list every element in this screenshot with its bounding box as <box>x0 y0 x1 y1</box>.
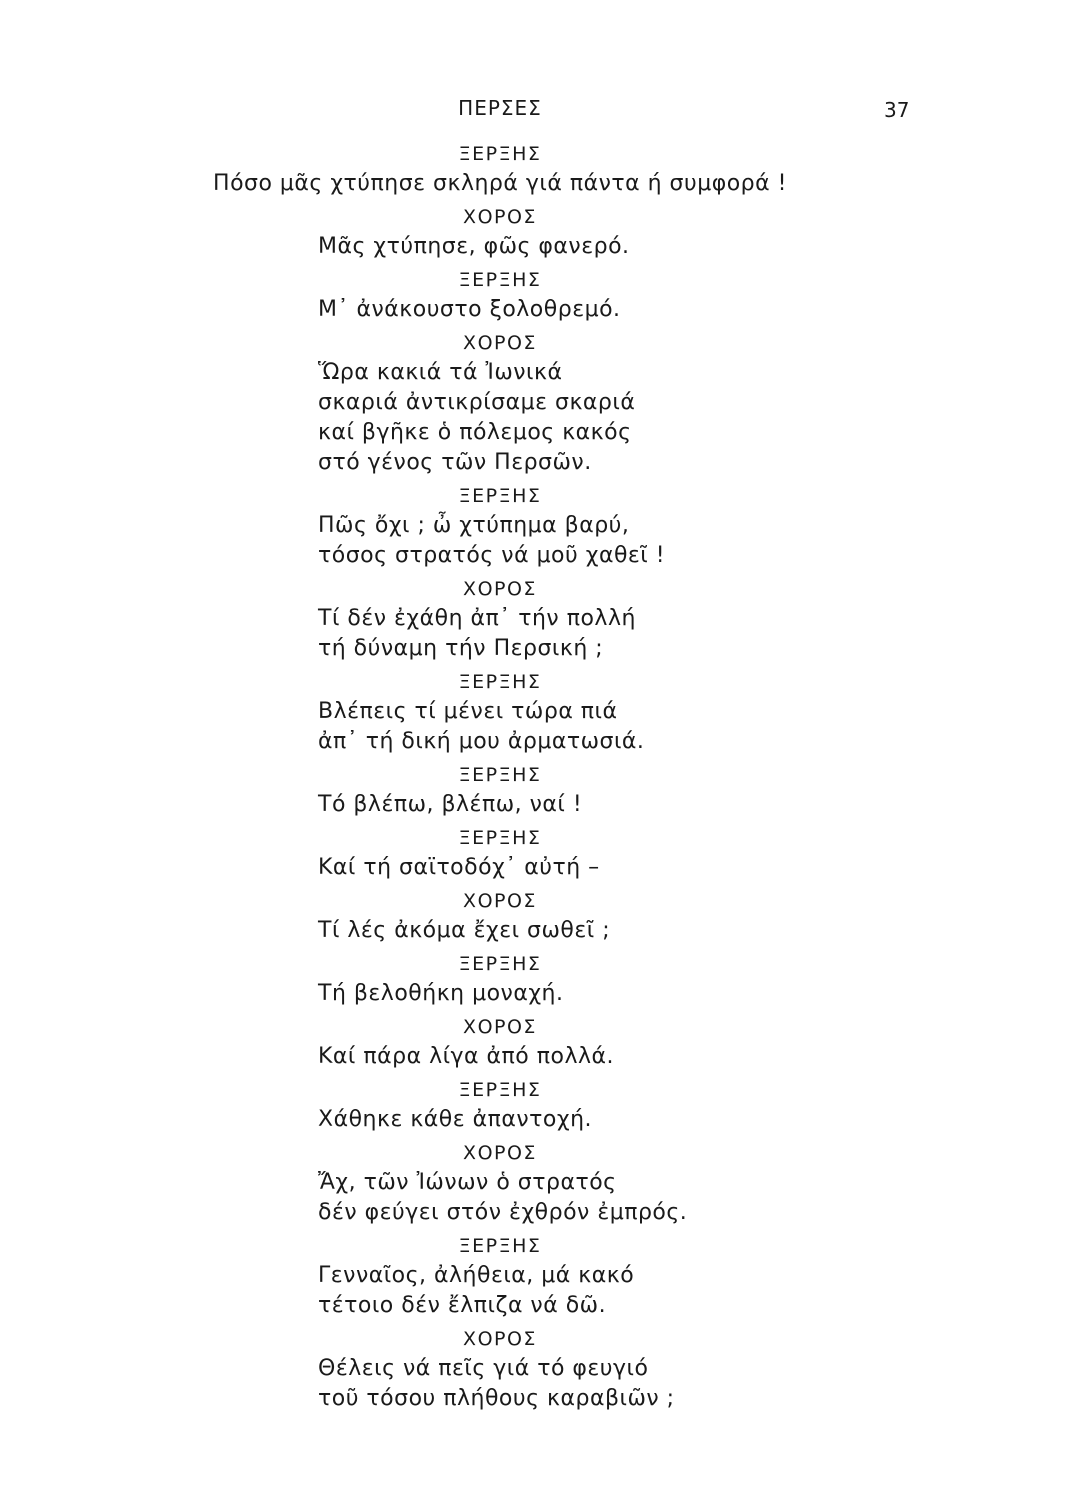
dialogue-block <box>0 950 1069 1009</box>
verse-line: Γενναῖος, ἀλήθεια, μά κακό <box>318 1263 635 1288</box>
verse-line: ἀπ᾽ τή δική μου ἀρματωσιά. <box>318 729 645 754</box>
block-gap <box>0 1414 1069 1418</box>
speaker-name: ΧΟΡΟΣ <box>463 1328 537 1350</box>
running-title: ΠΕΡΣΕΣ <box>458 96 542 120</box>
speaker-name: ΞΕΡΞΗΣ <box>458 485 542 507</box>
speaker-name: ΞΕΡΞΗΣ <box>458 1235 542 1257</box>
verse-line: Χάθηκε κάθε ἀπαντοχή. <box>318 1107 593 1132</box>
verse-line: σκαριά ἀντικρίσαμε σκαριά <box>318 390 636 415</box>
dialogue-block <box>0 1013 1069 1072</box>
verse-line: Τί δέν ἐχάθη ἀπ᾽ τήν πολλή <box>318 606 636 631</box>
dialogue-block <box>0 1325 1069 1414</box>
verse-line: τόσος στρατός νά μοῦ χαθεῖ ! <box>318 543 666 568</box>
verse-line: Τί λές ἀκόμα ἔχει σωθεῖ ; <box>318 918 611 943</box>
dialogue-block <box>0 824 1069 883</box>
dialogue-block <box>0 266 1069 325</box>
verse-line: δέν φεύγει στόν ἐχθρόν ἐμπρός. <box>318 1200 688 1225</box>
speaker-name: ΞΕΡΞΗΣ <box>458 143 542 165</box>
page-number: 37 <box>884 98 910 122</box>
dialogue-block <box>0 1232 1069 1321</box>
verse-line: Θέλεις νά πεῖς γιά τό φευγιό <box>318 1356 649 1381</box>
verse-line: Ἄχ, τῶν Ἰώνων ὁ στρατός <box>318 1170 617 1195</box>
verse-line: Βλέπεις τί μένει τώρα πιά <box>318 699 618 724</box>
verse-line: Μᾶς χτύπησε, φῶς φανερό. <box>318 234 630 259</box>
speaker-name: ΞΕΡΞΗΣ <box>458 671 542 693</box>
verse-line: Καί πάρα λίγα ἀπό πολλά. <box>318 1044 614 1069</box>
verse-line: Πῶς ὄχι ; ὦ χτύπημα βαρύ, <box>318 513 630 538</box>
speaker-name: ΞΕΡΞΗΣ <box>458 1079 542 1101</box>
verse-line: Τή βελοθήκη μοναχή. <box>318 981 564 1006</box>
speaker-name: ΞΕΡΞΗΣ <box>458 827 542 849</box>
dialogue-text <box>0 140 1069 1418</box>
dialogue-block <box>0 203 1069 262</box>
dialogue-block <box>0 761 1069 820</box>
speaker-name: ΞΕΡΞΗΣ <box>458 953 542 975</box>
verse-line: στό γένος τῶν Περσῶν. <box>318 450 592 475</box>
verse-line: Τό βλέπω, βλέπω, ναί ! <box>318 792 583 817</box>
dialogue-block <box>0 1076 1069 1135</box>
speaker-name: ΧΟΡΟΣ <box>463 890 537 912</box>
verse-line: Μ᾽ ἀνάκουστο ξολοθρεμό. <box>318 297 621 322</box>
dialogue-block <box>0 482 1069 571</box>
dialogue-block <box>0 1139 1069 1228</box>
dialogue-block <box>0 329 1069 478</box>
dialogue-block <box>0 575 1069 664</box>
speaker-name: ΧΟΡΟΣ <box>463 206 537 228</box>
speaker-name: ΧΟΡΟΣ <box>463 332 537 354</box>
speaker-name: ΞΕΡΞΗΣ <box>458 269 542 291</box>
verse-line: τοῦ τόσου πλήθους καραβιῶν ; <box>318 1386 675 1411</box>
speaker-name: ΧΟΡΟΣ <box>463 1142 537 1164</box>
dialogue-block <box>0 140 1069 199</box>
verse-line: καί βγῆκε ὁ πόλεμος κακός <box>318 420 632 445</box>
verse-line: Πόσο μᾶς χτύπησε σκληρά γιά πάντα ή συμφορά ! <box>213 171 787 196</box>
dialogue-block <box>0 668 1069 757</box>
verse-line: Ὥρα κακιά τά Ἰωνικά <box>318 360 563 385</box>
verse-line: τή δύναμη τήν Περσική ; <box>318 636 604 661</box>
verse-line: Καί τή σαϊτοδόχ᾽ αὐτή – <box>318 855 600 880</box>
speaker-name: ΧΟΡΟΣ <box>463 578 537 600</box>
speaker-name: ΧΟΡΟΣ <box>463 1016 537 1038</box>
speaker-name: ΞΕΡΞΗΣ <box>458 764 542 786</box>
dialogue-block <box>0 887 1069 946</box>
verse-line: τέτοιο δέν ἔλπιζα νά δῶ. <box>318 1293 607 1318</box>
